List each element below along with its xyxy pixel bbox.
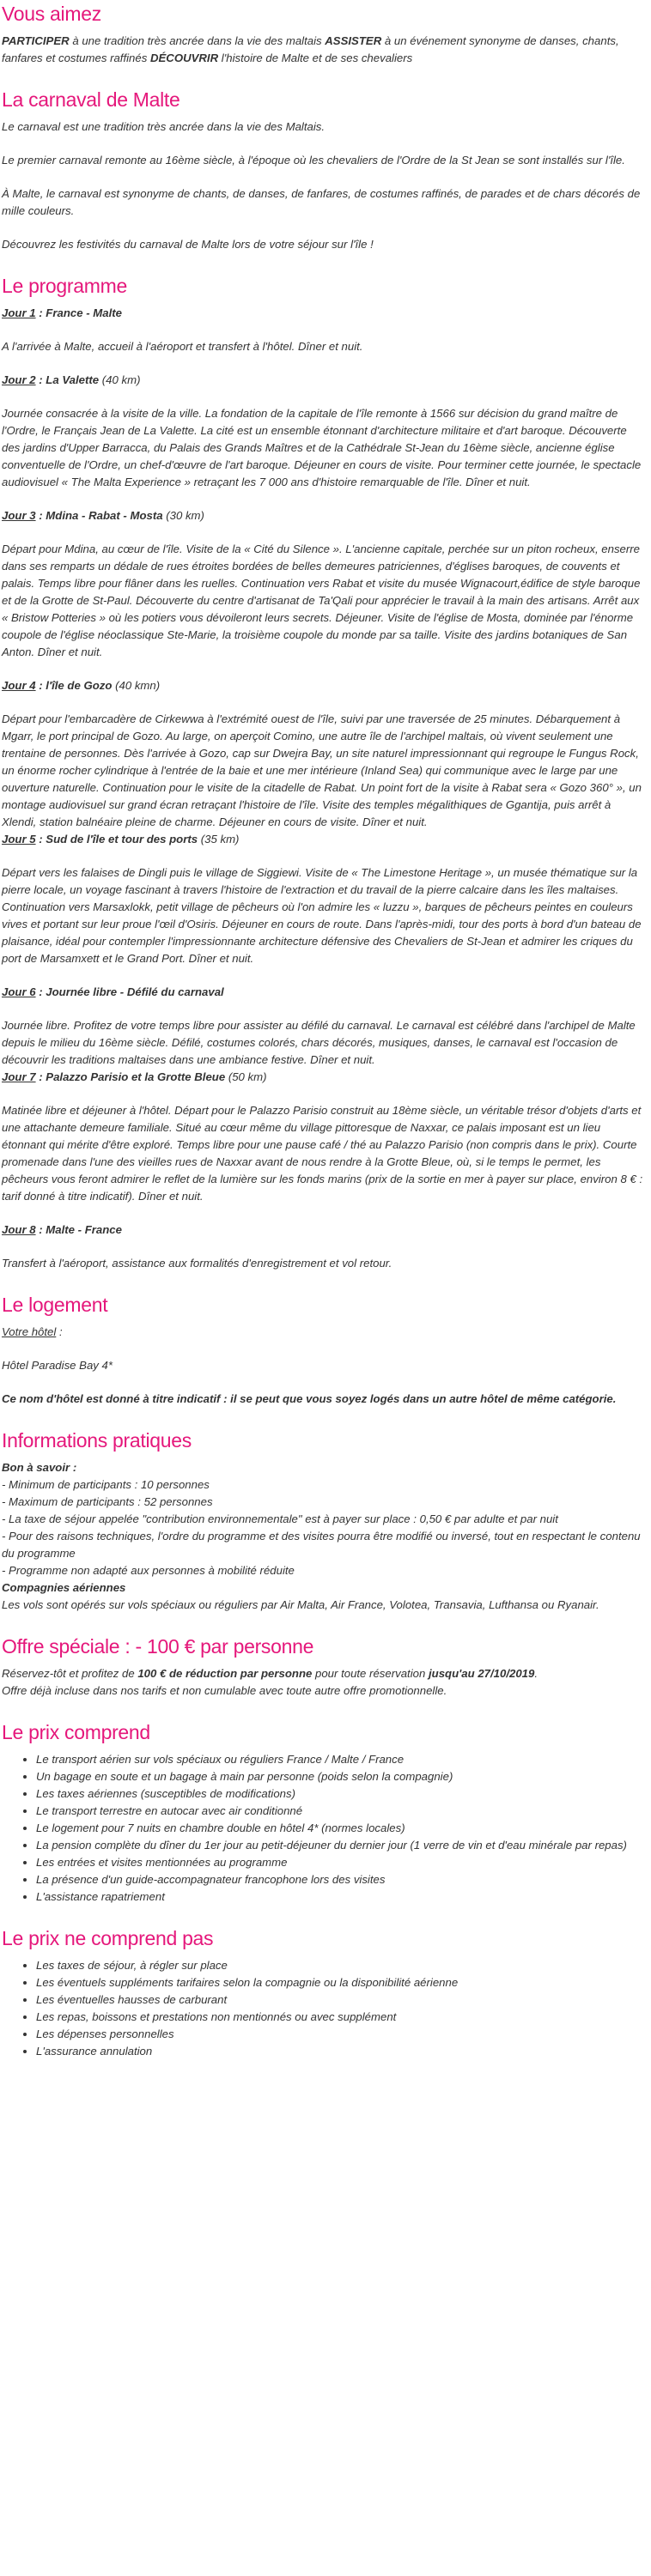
compagnies-label: Compagnies aériennes [2,1581,126,1594]
keyword-participer: PARTICIPER [2,34,70,47]
keyword-decouvrir: DÉCOUVRIR [149,52,219,64]
section-title-ne-comprend-pas: Le prix ne comprend pas [2,1927,214,1949]
section-title-comprend: Le prix comprend [2,1721,150,1743]
offre-line-2: Offre déjà incluse dans nos tarifs et non cumulable avec toute autre offre promotionnelle. [2,1684,447,1697]
info-line: - Maximum de participants : 52 personnes [2,1495,213,1508]
list-item: • L'assistance rapatriement [36,1888,646,1906]
day-text-6: Journée libre. Profitez de votre temps libre pour assister au défilé du carnaval. Le carnaval est célébré dans l'archipel de Malte depuis le milieu du 16ème siècle. Défilé, costumes colorés, chars décorés, musiques, danses, le carnaval est l'occasion de découvrir les traditions maltaises dans une ambiance festive. Dîner et nuit. [2,1019,636,1066]
day-heading-8 [2,1221,646,1239]
text-fragment: . [534,1667,538,1680]
day-label: Jour 4 [2,679,36,692]
day-heading-1 [2,305,646,322]
text-fragment: à une tradition très ancrée dans la vie des maltais [69,34,326,47]
vous-aimez-text [2,33,646,67]
carnaval-paragraph-2: Le premier carnaval remonte au 16ème siècle, à l'époque où les chevaliers de l'Ordre de la St Jean se sont installés sur l'île. [2,154,625,167]
list-item: • Le transport terrestre en autocar avec air conditionné [36,1803,646,1820]
text-fragment: pour toute réservation [312,1667,429,1680]
day-label: Jour 5 [2,833,36,846]
list-item: • Les taxes de séjour, à régler sur place [36,1957,646,1974]
day-label: Jour 7 [2,1070,36,1083]
section-title-vous-aimez: Vous aimez [2,3,101,25]
info-line: - Pour des raisons techniques, l'ordre du programme et des visites pourra être modifié ou inversé, tout en respectant le contenu du programme [2,1530,641,1560]
list-item: • Le logement pour 7 nuits en chambre double en hôtel 4* (normes locales) [36,1820,646,1837]
info-line: - La taxe de séjour appelée "contribution environnementale" est à payer sur place : 0,50 € par adulte et par nuit [2,1512,558,1525]
day-name: : Malte - France [35,1223,122,1236]
text-fragment: l'histoire de Malte et de ses chevaliers [218,52,413,64]
day-heading-3 [2,507,646,524]
list-item: • Un bagage en soute et un bagage à main par personne (poids selon la compagnie) [36,1768,646,1785]
day-label: Jour 6 [2,985,36,998]
day-text-4: Départ pour l'embarcadère de Cirkewwa à l'extrémité ouest de l'île, suivi par une traversée de 25 minutes. Débarquement à Mgarr, le port principal de Gozo. Au large, on aperçoit Comino, une autre île de l'archipel maltais, où vivent seulement une trentaine de personnes. Dès l'arrivée à Gozo, cap sur Dwejra Bay, un site naturel impressionnant qui regroupe le Fungus Rock, un énorme rocher cylindrique à l'entrée de la baie et une mer intérieure (Inland Sea) qui communique avec le large par une ouverture naturelle. Continuation pour le visite de la citadelle de Rabat. Un point fort de la visite à Rabat sera « Gozo 360° », un montage audiovisuel sur grand écran retraçant l'histoire de l'île. Visite des temples mégalithiques de Ggantija, puis arrêt à Xlendi, station balnéaire pleine de charme. Déjeuner en cours de visite. Dîner et nuit. [2,712,642,828]
compagnies-text: Les vols sont opérés sur vols spéciaux ou réguliers par Air Malta, Air France, Volotea, Transavia, Lufthansa ou Ryanair. [2,1598,599,1611]
section-title-offre: Offre spéciale : - 100 € par personne [2,1635,314,1658]
day-text-1: A l'arrivée à Malte, accueil à l'aéroport et transfert à l'hôtel. Dîner et nuit. [2,340,363,353]
day-label: Jour 8 [2,1223,36,1236]
day-name: : Sud de l'île et tour des ports [35,833,198,846]
day-heading-4 [2,677,646,694]
section-title-logement: Le logement [2,1294,108,1316]
keyword-assister: ASSISTER [325,34,382,47]
list-item: • Les entrées et visites mentionnées au programme [36,1854,646,1871]
carnaval-paragraph-1: Le carnaval est une tradition très ancrée dans la vie des Maltais. [2,120,326,133]
section-title-carnaval: La carnaval de Malte [2,88,180,111]
bon-a-savoir-label: Bon à savoir : [2,1461,77,1474]
day-text-7: Matinée libre et déjeuner à l'hôtel. Départ pour le Palazzo Parisio construit au 18ème siècle, un véritable trésor d'objets d'arts et une attachante demeure familiale. Situé au cœur même du village pittoresque de Naxxar, ce palais imposant est un lieu étonnant qui mérite d'être exploré. Temps libre pour une pause café / thé au Palazzo Parisio (non compris dans le prix). Courte promenade dans l'une des vieilles rues de Naxxar avant de nous rendre à la Grotte Bleue, où, si le temps le permet, les pêcheurs vous feront admirer le reflet de la lumière sur les fonds marins (prix de la sortie en mer à payer sur place, environ 8 € : tarif donné à titre indicatif). Dîner et nuit. [2,1104,643,1203]
comprend-list [2,1751,646,1906]
hotel-note-text: Ce nom d'hôtel est donné à titre indicatif : il se peut que vous soyez logés dans un autre hôtel de même catégorie. [2,1392,617,1405]
day-name: : l'île de Gozo [35,679,113,692]
day-heading-5 [2,831,646,848]
day-text-5: Départ vers les falaises de Dingli puis le village de Siggiewi. Visite de « The Limestone Heritage », un musée thématique sur la pierre locale, un voyage fascinant à travers l'histoire de l'extraction et du travail de la pierre calcaire dans les îles maltaises. Continuation vers Marsaxlokk, petit village de pêcheurs où l'on admire les « luzzu », barques de pêcheurs peintes en couleurs vives et portant sur leur proue l'œil d'Osiris. Déjeuner en cours de route. Dans l'après-midi, tour des ports à bord d'un bateau de plaisance, idéal pour contempler l'impressionnante architecture défensive des Chevaliers de St-Jean et admirer les criques du port de Marsamxett et le Grand Port. Dîner et nuit. [2,866,642,965]
info-line: - Programme non adapté aux personnes à mobilité réduite [2,1564,295,1577]
hotel-label-text: Votre hôtel [2,1325,57,1338]
list-item: • La présence d'un guide-accompagnateur francophone lors des visites [36,1871,646,1888]
list-item: • Le transport aérien sur vols spéciaux ou réguliers France / Malte / France [36,1751,646,1768]
day-text-8: Transfert à l'aéroport, assistance aux formalités d'enregistrement et vol retour. [2,1257,392,1270]
day-distance: (30 km) [162,509,204,522]
day-name: : Palazzo Parisio et la Grotte Bleue [35,1070,226,1083]
section-title-infos: Informations pratiques [2,1429,192,1452]
list-item: • Les repas, boissons et prestations non mentionnés ou avec supplément [36,2009,646,2026]
list-item: • L'assurance annulation [36,2043,646,2060]
hotel-note [2,1391,646,1408]
text-fragment: à un événement synonyme de danses, chants, fanfares et costumes raffinés [2,34,619,64]
offre-deadline: jusqu'au 27/10/2019 [428,1667,535,1680]
day-name: : France - Malte [35,306,122,319]
hotel-name: Hôtel Paradise Bay 4* [2,1359,113,1372]
offre-amount: 100 € de réduction par personne [137,1667,313,1680]
day-name: : La Valette [35,373,100,386]
day-text-3: Départ pour Mdina, au cœur de l'île. Visite de la « Cité du Silence ». L'ancienne capitale, perchée sur un piton rocheux, enserre dans ses remparts un dédale de rues étroites bordées de belles demeures patriciennes, d'églises baroques, de couvents et palais. Temps libre pour flâner dans les ruelles. Continuation vers Rabat et visite du musée Wignacourt,édifice de style baroque et de la Grotte de St-Paul. Découverte du centre d'artisanat de Ta'Qali pour apprécier le travail à la main des artisans. Arrêt aux « Bristow Potteries » où les potiers vous dévoileront leurs secrets. Déjeuner. Visite de l'église de Mosta, dominée par l'énorme coupole de l'église néoclassique Ste-Marie, la troisième coupole du monde par sa taille. Visite des jardins botaniques de San Anton. Dîner et nuit. [2,542,641,658]
day-label: Jour 3 [2,509,36,522]
list-item: • Les éventuelles hausses de carburant [36,1991,646,2009]
day-distance: (40 kmn) [112,679,161,692]
day-heading-6 [2,984,646,1001]
hotel-label-colon: : [56,1325,63,1338]
day-name: : Journée libre - Défilé du carnaval [35,985,224,998]
day-distance: (50 km) [225,1070,267,1083]
infos-bon-a-savoir [2,1459,646,1476]
day-label: Jour 2 [2,373,36,386]
list-item: • Les éventuels suppléments tarifaires selon la compagnie ou la disponibilité aérienne [36,1974,646,1991]
list-item: • La pension complète du dîner du 1er jour au petit-déjeuner du dernier jour (1 verre de vin et d'eau minérale par repas) [36,1837,646,1854]
day-distance: (40 km) [99,373,141,386]
day-label: Jour 1 [2,306,36,319]
list-item: • Les taxes aériennes (susceptibles de modifications) [36,1785,646,1803]
day-heading-7 [2,1069,646,1086]
day-name: : Mdina - Rabat - Mosta [35,509,163,522]
ne-comprend-pas-list [2,1957,646,2060]
day-distance: (35 km) [198,833,240,846]
offre-line-1 [2,1665,646,1682]
day-heading-2 [2,372,646,389]
carnaval-paragraph-4: Découvrez les festivités du carnaval de Malte lors de votre séjour sur l'île ! [2,238,374,251]
text-fragment: Réservez-tôt et profitez de [2,1667,138,1680]
info-line: - Minimum de participants : 10 personnes [2,1478,210,1491]
section-title-programme: Le programme [2,275,127,297]
hotel-label [2,1324,646,1341]
infos-compagnies [2,1579,646,1597]
list-item: • Les dépenses personnelles [36,2026,646,2043]
carnaval-paragraph-3: À Malte, le carnaval est synonyme de chants, de danses, de fanfares, de costumes raffinés, de parades et de chars décorés de mille couleurs. [2,187,641,217]
day-text-2: Journée consacrée à la visite de la ville. La fondation de la capitale de l'île remonte à 1566 sur décision du grand maître de l'Ordre, le Français Jean de La Valette. La cité est un ensemble étonnant d'architecture militaire et d'art baroque. Découverte des jardins d'Upper Barracca, du Palais des Grands Maîtres et de la Cathédrale St-Jean du 16ème siècle, ancienne église conventuelle de l'Ordre, un chef-d'œuvre de l'art baroque. Déjeuner en cours de visite. Pour terminer cette journée, le spectacle audiovisuel « The Malta Experience » retraçant les 7 000 ans d'histoire remarquable de l'île. Dîner et nuit. [2,407,642,488]
